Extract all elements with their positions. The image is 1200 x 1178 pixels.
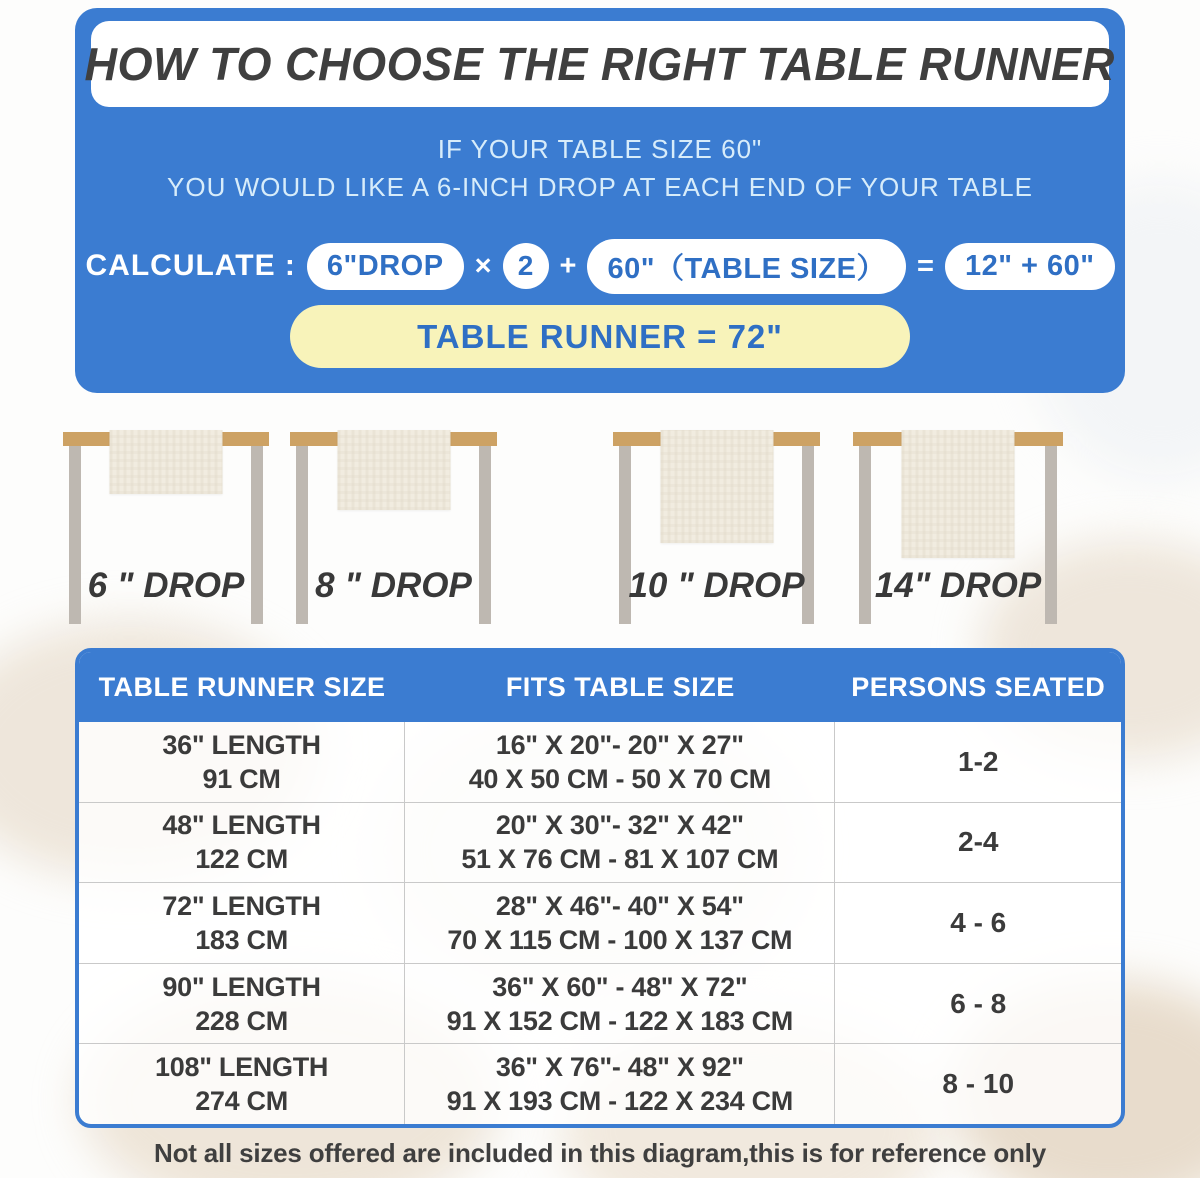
page-title: HOW TO CHOOSE THE RIGHT TABLE RUNNER [84,38,1116,90]
header-fits-table-size: FITS TABLE SIZE [505,671,735,702]
drop-example-10in [613,430,820,645]
drop-label: 8 " DROP [315,566,472,605]
table-size-pill: 60"（TABLE SIZE） [587,239,906,294]
runner-length-cm: 122 CM [195,844,288,875]
footnote: Not all sizes offered are included in this diagram,this is for reference only [154,1138,1046,1168]
table-row [79,963,1121,1044]
table-leg [69,446,81,624]
header-runner-size: TABLE RUNNER SIZE [98,671,386,702]
table-leg [1045,446,1057,624]
table-row [79,722,1121,802]
drop-label: 10 " DROP [628,566,805,605]
fits-cm: 91 X 193 CM - 122 X 234 CM [446,1086,793,1117]
table-row [79,882,1121,963]
size-chart-table [75,648,1125,1128]
persons-seated-cell: 1-2 [958,745,999,777]
header-banner [75,8,1125,393]
runner-size-cell [79,1044,405,1124]
drop-value-pill: 6"DROP [307,243,464,290]
persons-seated-cell: 2-4 [958,826,999,858]
subtitle-line-2: YOU WOULD LIKE A 6-INCH DROP AT EACH END OF YOUR TABLE [167,172,1033,202]
table-runner-illustration [660,430,773,543]
fits-size-cell [405,722,835,802]
table-body [79,722,1121,1124]
title-box [84,21,1116,107]
table-runner-illustration [110,430,223,494]
fits-cm: 40 X 50 CM - 50 X 70 CM [468,763,771,794]
fits-inches: 36" X 60" - 48" X 72" [492,971,748,1002]
plus-sign: + [559,249,577,282]
calculation-formula [75,240,1125,292]
fits-size-cell [405,883,835,963]
runner-length-inches: 108" LENGTH [155,1052,329,1083]
fits-cm: 91 X 152 CM - 122 X 183 CM [446,1005,793,1036]
fits-inches: 36" X 76"- 48" X 92" [495,1052,744,1083]
result-banner: TABLE RUNNER = 72" [290,305,910,368]
drop-example-8in [290,430,497,645]
drop-label: 14" DROP [874,566,1042,605]
fits-size-cell [405,803,835,883]
persons-seated-cell: 4 - 6 [950,906,1007,938]
fits-cm: 70 X 115 CM - 100 X 137 CM [447,924,793,955]
drop-illustrations [0,430,1200,645]
runner-size-cell [79,722,405,802]
runner-length-cm: 91 CM [202,763,281,794]
runner-size-cell [79,883,405,963]
multiplier-badge: 2 [503,243,549,289]
table-row [79,1043,1121,1124]
runner-length-inches: 72" LENGTH [162,890,321,921]
runner-size-cell [79,964,405,1044]
equals-sign: = [917,249,934,282]
persons-seated-cell: 8 - 10 [942,1068,1015,1100]
table-leg [296,446,308,624]
drop-label: 6 " DROP [87,566,245,605]
runner-size-cell [79,803,405,883]
drop-example-6in [63,430,269,645]
fits-cm: 51 X 76 CM - 81 X 107 CM [461,844,779,875]
table-runner-illustration [337,430,450,510]
persons-seated-cell: 6 - 8 [950,987,1007,1019]
sum-pill: 12" + 60" [945,243,1115,290]
table-runner-illustration [902,430,1015,558]
header-persons-seated: PERSONS SEATED [851,671,1106,702]
table-row [79,802,1121,883]
subtitle [75,130,1125,206]
runner-length-inches: 90" LENGTH [162,971,321,1002]
fits-size-cell [405,964,835,1044]
multiply-sign: × [474,249,492,282]
runner-length-inches: 36" LENGTH [162,729,321,760]
runner-length-cm: 228 CM [195,1005,288,1036]
table-leg [251,446,263,624]
fits-inches: 28" X 46"- 40" X 54" [495,890,744,921]
runner-length-inches: 48" LENGTH [162,810,321,841]
table-header-row [79,652,1121,722]
table-leg [859,446,871,624]
fits-size-cell [405,1044,835,1124]
fits-inches: 16" X 20"- 20" X 27" [495,729,744,760]
runner-length-cm: 274 CM [195,1086,288,1117]
calculate-label: CALCULATE : [85,249,296,282]
fits-inches: 20" X 30"- 32" X 42" [495,810,744,841]
subtitle-line-1: IF YOUR TABLE SIZE 60" [437,134,763,164]
drop-example-14in [853,430,1063,645]
runner-length-cm: 183 CM [195,924,288,955]
table-leg [479,446,491,624]
